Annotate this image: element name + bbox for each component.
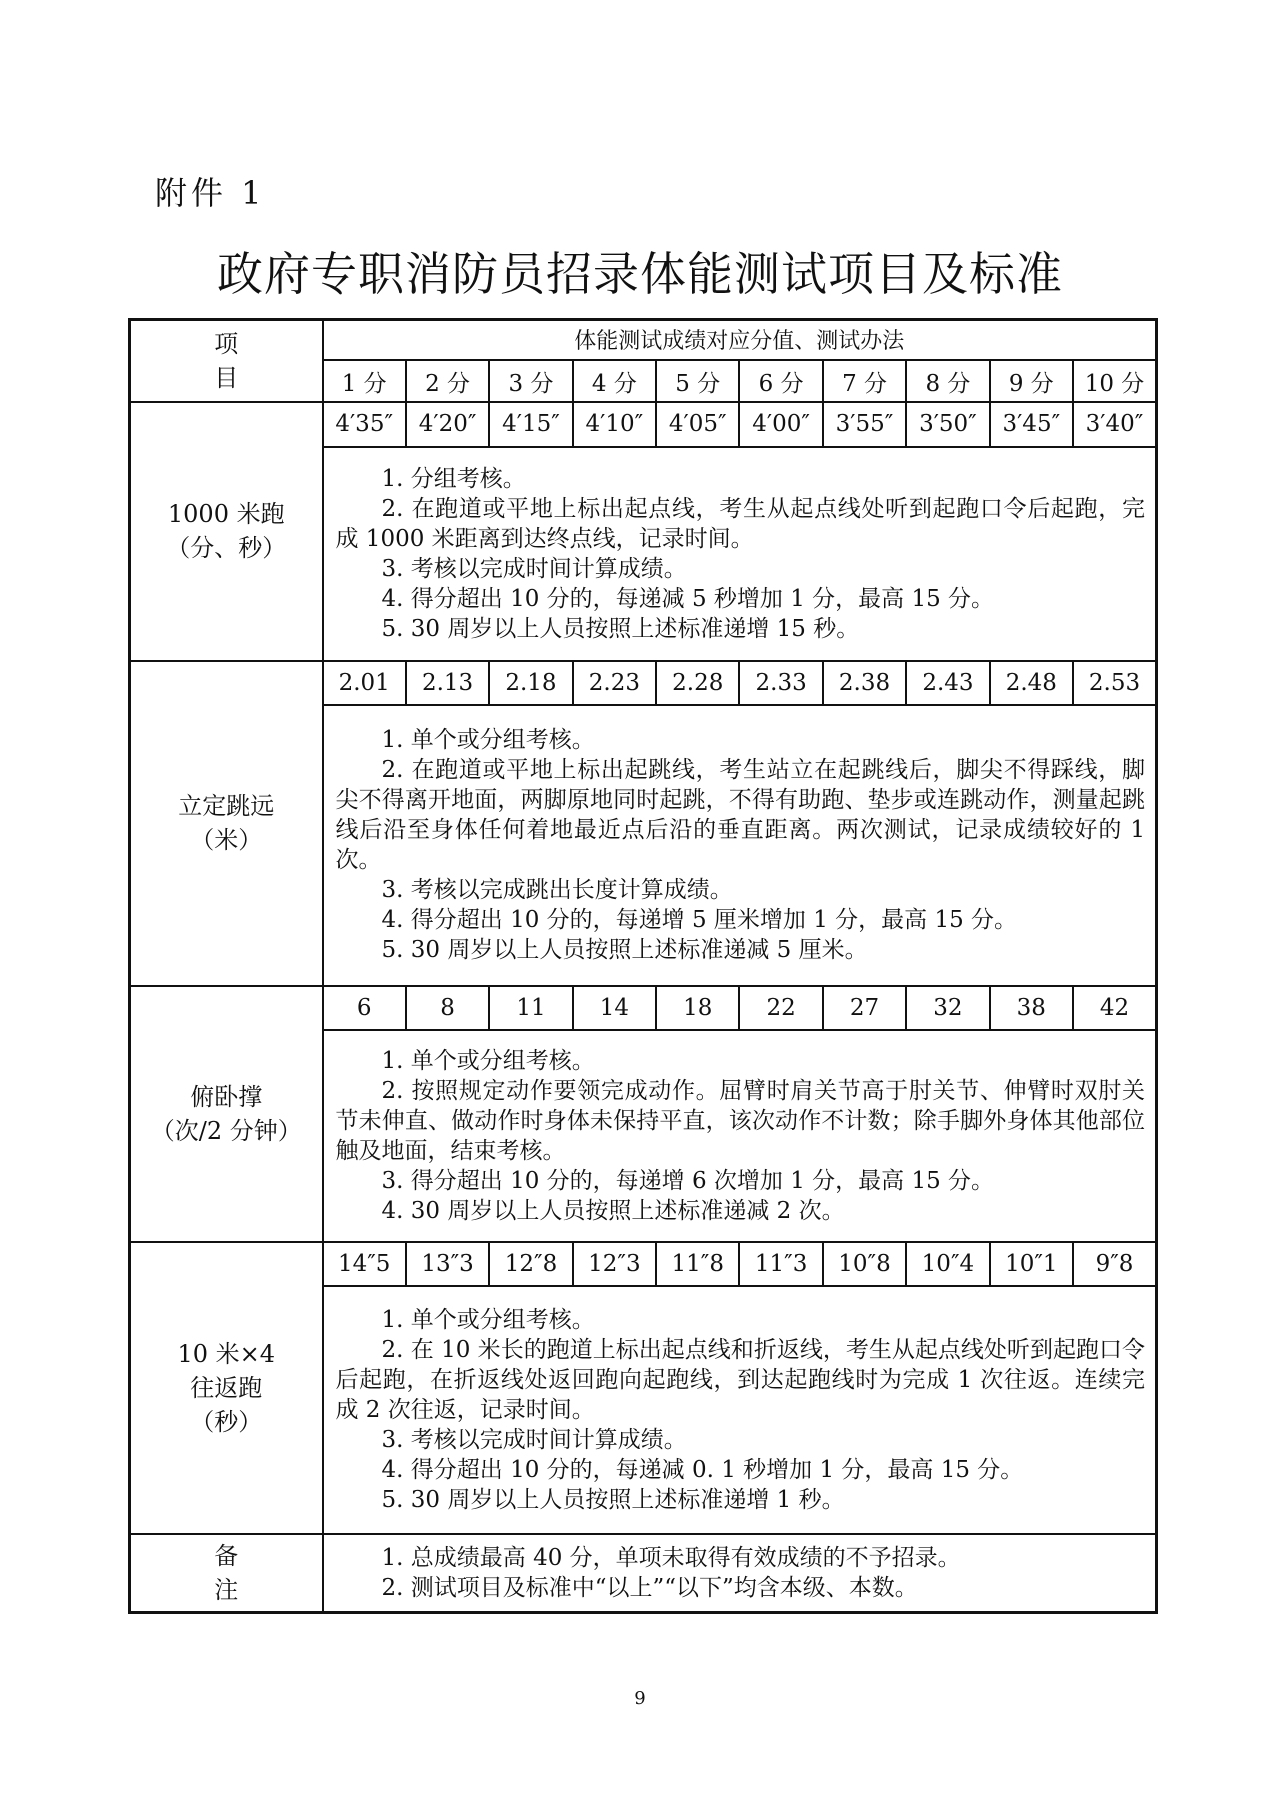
item-name-line: （分、秒） xyxy=(166,534,287,563)
test-method-line: 5. 30 周岁以上人员按照上述标准递增 1 秒。 xyxy=(381,1487,845,1514)
item-value-cell: 14″5 xyxy=(323,1242,406,1286)
test-method-line: 5. 30 周岁以上人员按照上述标准递减 5 厘米。 xyxy=(381,937,868,964)
test-method xyxy=(323,447,1157,661)
test-method-line: 1. 单个或分组考核。 xyxy=(381,1307,595,1334)
item-values-row xyxy=(130,986,1157,1030)
item-value-cell: 32 xyxy=(906,986,989,1030)
item-name xyxy=(130,661,323,986)
score-header-cell: 5 分 xyxy=(656,360,739,402)
header-row xyxy=(130,320,1157,360)
item-value-cell: 11 xyxy=(489,986,572,1030)
score-header-cell: 3 分 xyxy=(489,360,572,402)
item-name-line: 往返跑 xyxy=(190,1373,263,1402)
item-name-line: （米） xyxy=(190,826,263,855)
item-value-cell: 4′05″ xyxy=(656,402,739,446)
item-name xyxy=(130,402,323,660)
item-value-cell: 11″3 xyxy=(739,1242,822,1286)
test-method-line: 3. 考核以完成时间计算成绩。 xyxy=(381,555,687,582)
test-method-line: 4. 得分超出 10 分的，每递减 5 秒增加 1 分，最高 15 分。 xyxy=(381,585,995,612)
item-values-row xyxy=(130,402,1157,446)
item-values-row xyxy=(130,661,1157,705)
test-method-line: 2. 在 10 米长的跑道上标出起点线和折返线，考生从起点线处听到起跑口令后起跑，在折返线处返回跑向起跑线，到达起跑线时为完成 1 次往返。连续完成 2 次往返，记录时间。 xyxy=(335,1337,1145,1424)
test-method xyxy=(323,1030,1157,1242)
item-value-cell: 12″8 xyxy=(489,1242,572,1286)
item-value-cell: 2.18 xyxy=(489,661,572,705)
item-value-cell: 13″3 xyxy=(406,1242,489,1286)
score-header-cell: 8 分 xyxy=(906,360,989,402)
score-header-cell: 4 分 xyxy=(573,360,656,402)
item-name xyxy=(130,1242,323,1534)
item-value-cell: 27 xyxy=(823,986,906,1030)
item-value-cell: 42 xyxy=(1073,986,1156,1030)
item-value-cell: 3′45″ xyxy=(990,402,1073,446)
item-value-cell: 3′40″ xyxy=(1073,402,1156,446)
item-value-cell: 4′00″ xyxy=(739,402,822,446)
item-value-cell: 3′50″ xyxy=(906,402,989,446)
item-value-cell: 22 xyxy=(739,986,822,1030)
item-value-cell: 8 xyxy=(406,986,489,1030)
test-method-line: 4. 30 周岁以上人员按照上述标准递减 2 次。 xyxy=(381,1198,845,1225)
item-value-cell: 14 xyxy=(573,986,656,1030)
project-column-header: 项 目 xyxy=(130,320,323,403)
remark-line: 2. 测试项目及标准中“以上”“以下”均含本级、本数。 xyxy=(381,1574,918,1601)
item-name xyxy=(130,986,323,1242)
item-value-cell: 2.01 xyxy=(323,661,406,705)
test-method-line: 5. 30 周岁以上人员按照上述标准递增 15 秒。 xyxy=(381,615,860,642)
test-method-line: 2. 在跑道或平地上标出起点线，考生从起点线处听到起跑口令后起跑，完成 1000 米距离到达终点线，记录时间。 xyxy=(335,495,1145,552)
attachment-label: 附件 1 xyxy=(155,174,266,212)
test-method-line: 1. 分组考核。 xyxy=(381,465,526,492)
test-method-line: 3. 得分超出 10 分的，每递增 6 次增加 1 分，最高 15 分。 xyxy=(381,1168,995,1195)
remarks-content xyxy=(323,1534,1157,1613)
standards-table xyxy=(128,318,1158,1614)
item-name-line: （次/2 分钟） xyxy=(150,1116,302,1145)
remarks-label: 备 注 xyxy=(130,1534,323,1613)
item-value-cell: 2.53 xyxy=(1073,661,1156,705)
test-method xyxy=(323,1286,1157,1533)
item-name-line: 立定跳远 xyxy=(178,792,275,821)
item-value-cell: 4′10″ xyxy=(573,402,656,446)
item-name-line: 1000 米跑 xyxy=(167,500,285,529)
item-value-cell: 10″4 xyxy=(906,1242,989,1286)
score-method-header: 体能测试成绩对应分值、测试办法 xyxy=(323,320,1157,360)
score-header-cell: 7 分 xyxy=(823,360,906,402)
remark-line: 1. 总成绩最高 40 分，单项未取得有效成绩的不予招录。 xyxy=(381,1544,961,1571)
score-header-cell: 2 分 xyxy=(406,360,489,402)
score-header-cell: 1 分 xyxy=(323,360,406,402)
test-method-line: 2. 在跑道或平地上标出起跳线，考生站立在起跳线后，脚尖不得踩线，脚尖不得离开地面，两脚原地同时起跳，不得有助跑、垫步或连跳动作，测量起跳线后沿至身体任何着地最近点后沿的垂直距离。两次测试，记录成绩较好的 1 次。 xyxy=(335,757,1145,874)
test-method-line: 1. 单个或分组考核。 xyxy=(381,727,595,754)
item-value-cell: 18 xyxy=(656,986,739,1030)
score-header-cell: 10 分 xyxy=(1073,360,1156,402)
test-method-line: 1. 单个或分组考核。 xyxy=(381,1048,595,1075)
item-value-cell: 4′20″ xyxy=(406,402,489,446)
item-value-cell: 4′15″ xyxy=(489,402,572,446)
item-value-cell: 2.23 xyxy=(573,661,656,705)
item-value-cell: 2.38 xyxy=(823,661,906,705)
test-method-line: 2. 按照规定动作要领完成动作。屈臂时肩关节高于肘关节、伸臂时双肘关节未伸直、做动作时身体未保持平直，该次动作不计数；除手脚外身体其他部位触及地面，结束考核。 xyxy=(335,1078,1145,1165)
test-method-line: 3. 考核以完成时间计算成绩。 xyxy=(381,1427,687,1454)
item-values-row xyxy=(130,1242,1157,1286)
item-name-line: （秒） xyxy=(190,1407,263,1436)
item-value-cell: 38 xyxy=(990,986,1073,1030)
test-method-line: 3. 考核以完成跳出长度计算成绩。 xyxy=(381,877,733,904)
item-value-cell: 4′35″ xyxy=(323,402,406,446)
item-value-cell: 11″8 xyxy=(656,1242,739,1286)
score-header-cell: 6 分 xyxy=(739,360,822,402)
item-value-cell: 3′55″ xyxy=(823,402,906,446)
test-method-line: 4. 得分超出 10 分的，每递增 5 厘米增加 1 分，最高 15 分。 xyxy=(381,907,1018,934)
item-value-cell: 2.43 xyxy=(906,661,989,705)
page-number: 9 xyxy=(634,1688,646,1709)
test-method xyxy=(323,705,1157,986)
item-value-cell: 9″8 xyxy=(1073,1242,1156,1286)
remarks-row xyxy=(130,1534,1157,1613)
test-method-line: 4. 得分超出 10 分的，每递减 0. 1 秒增加 1 分，最高 15 分。 xyxy=(381,1457,1024,1484)
item-value-cell: 2.33 xyxy=(739,661,822,705)
item-value-cell: 10″8 xyxy=(823,1242,906,1286)
item-name-line: 10 米×4 xyxy=(177,1339,276,1368)
item-value-cell: 6 xyxy=(323,986,406,1030)
item-value-cell: 2.13 xyxy=(406,661,489,705)
item-value-cell: 12″3 xyxy=(573,1242,656,1286)
score-header-cell: 9 分 xyxy=(990,360,1073,402)
page-title: 政府专职消防员招录体能测试项目及标准 xyxy=(217,247,1063,301)
item-value-cell: 10″1 xyxy=(990,1242,1073,1286)
item-name-line: 俯卧撑 xyxy=(190,1082,263,1111)
item-value-cell: 2.28 xyxy=(656,661,739,705)
item-value-cell: 2.48 xyxy=(990,661,1073,705)
